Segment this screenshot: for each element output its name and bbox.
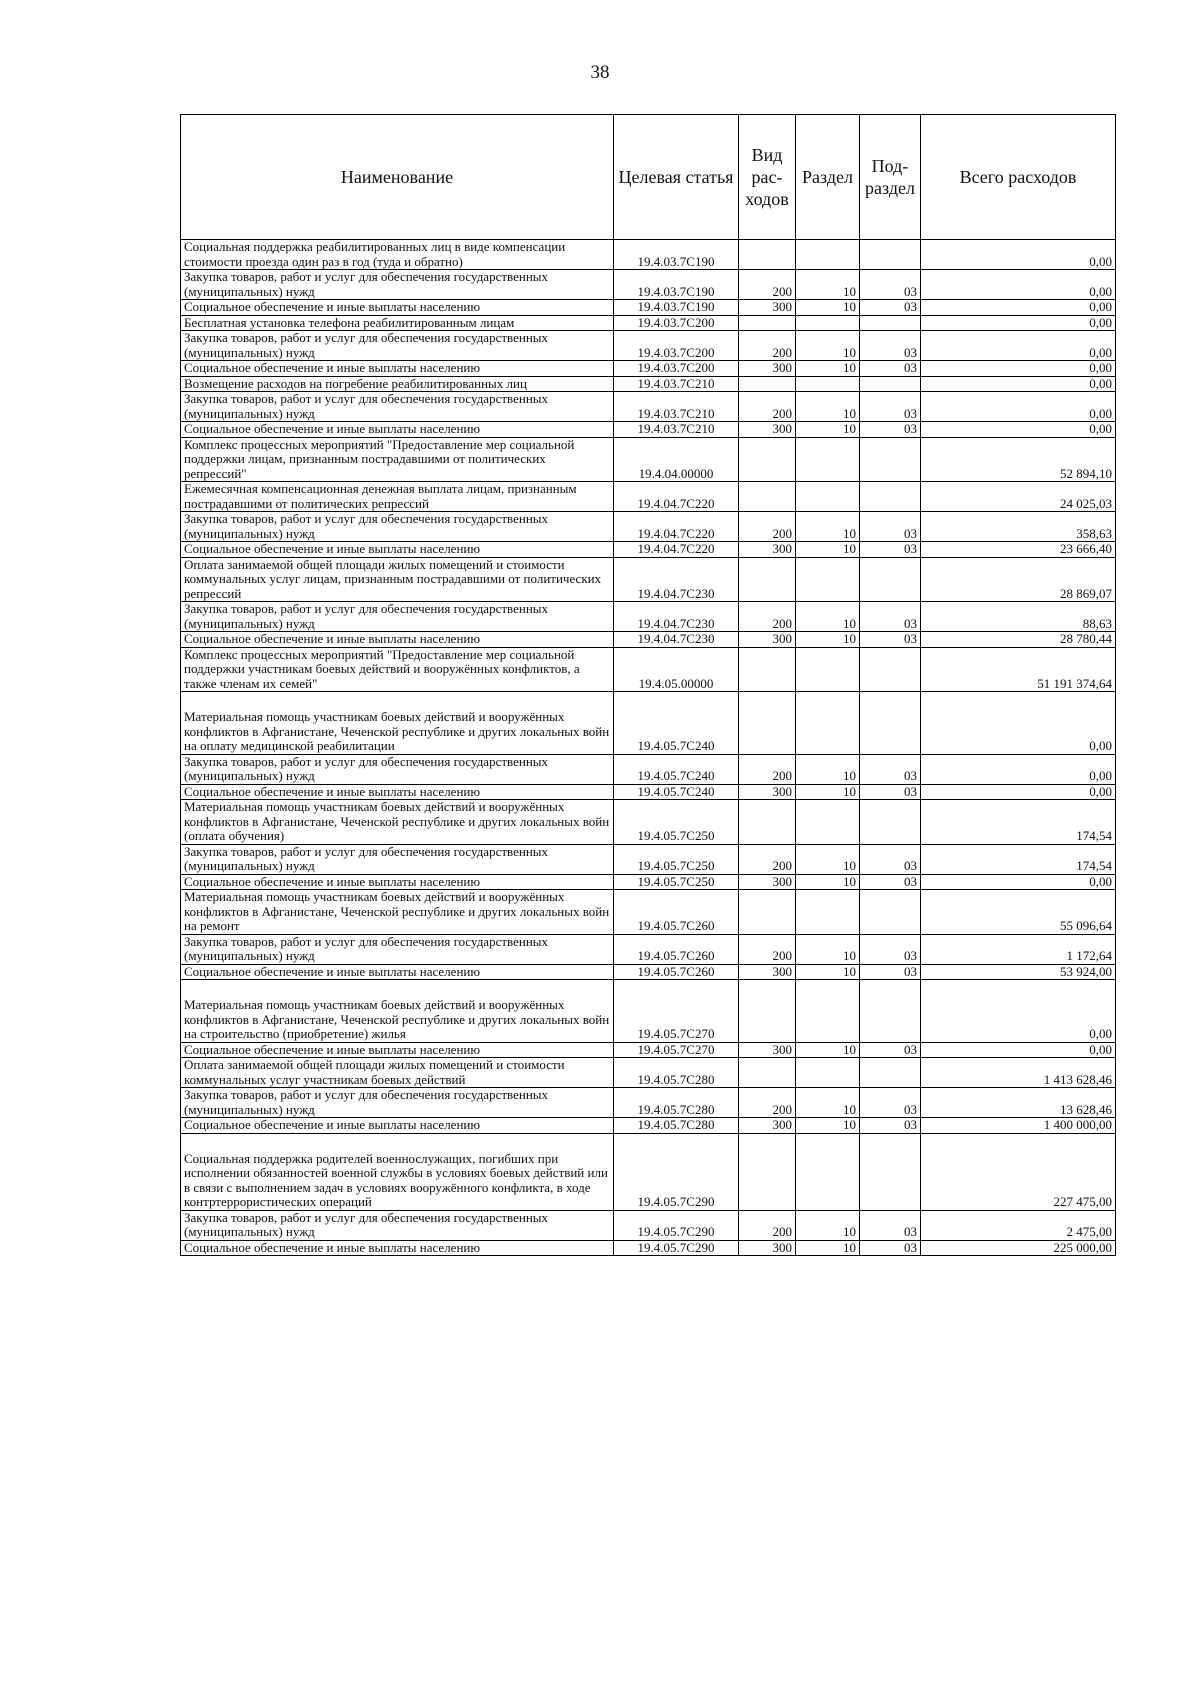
row-total-cell: 227 475,00 xyxy=(921,1133,1116,1210)
row-total-cell: 0,00 xyxy=(921,361,1116,377)
row-target-article-cell: 19.4.04.7С230 xyxy=(614,632,739,648)
row-section-cell: 10 xyxy=(796,874,860,890)
row-total-cell: 52 894,10 xyxy=(921,437,1116,482)
row-total-cell: 0,00 xyxy=(921,784,1116,800)
row-section-cell: 10 xyxy=(796,270,860,300)
row-total-cell: 0,00 xyxy=(921,980,1116,1043)
row-total-cell: 0,00 xyxy=(921,331,1116,361)
row-total-cell: 174,54 xyxy=(921,844,1116,874)
row-total-cell: 28 780,44 xyxy=(921,632,1116,648)
header-total: Всего расходов xyxy=(921,115,1116,240)
table-row xyxy=(181,542,1116,558)
row-name-cell: Материальная помощь участникам боевых действий и вооружённых конфликтов в Афганистане, Чеченской республике и других локальных войн на оплату медицинской реабилитации xyxy=(181,692,614,755)
table-row xyxy=(181,1118,1116,1134)
row-total-cell: 0,00 xyxy=(921,422,1116,438)
row-expense-type-cell xyxy=(739,980,796,1043)
row-expense-type-cell: 300 xyxy=(739,784,796,800)
row-name-cell: Социальное обеспечение и иные выплаты населению xyxy=(181,1118,614,1134)
row-section-cell xyxy=(796,482,860,512)
row-expense-type-cell: 200 xyxy=(739,270,796,300)
table-row xyxy=(181,692,1116,755)
row-section-cell xyxy=(796,647,860,692)
row-subsection-cell: 03 xyxy=(860,1210,921,1240)
row-section-cell: 10 xyxy=(796,754,860,784)
table-row xyxy=(181,800,1116,845)
row-target-article-cell: 19.4.03.7С190 xyxy=(614,240,739,270)
row-name-cell: Закупка товаров, работ и услуг для обеспечения государственных (муниципальных) нужд xyxy=(181,602,614,632)
row-total-cell: 225 000,00 xyxy=(921,1240,1116,1256)
row-target-article-cell: 19.4.04.7С220 xyxy=(614,512,739,542)
row-name-cell: Социальное обеспечение и иные выплаты населению xyxy=(181,874,614,890)
table-row xyxy=(181,602,1116,632)
row-target-article-cell: 19.4.05.7С270 xyxy=(614,1042,739,1058)
row-section-cell: 10 xyxy=(796,934,860,964)
row-expense-type-cell: 200 xyxy=(739,331,796,361)
row-name-cell: Социальная поддержка реабилитированных лиц в виде компенсации стоимости проезда один раз в год (туда и обратно) xyxy=(181,240,614,270)
row-name-cell: Закупка товаров, работ и услуг для обеспечения государственных (муниципальных) нужд xyxy=(181,844,614,874)
row-expense-type-cell: 200 xyxy=(739,844,796,874)
row-target-article-cell: 19.4.04.7С220 xyxy=(614,482,739,512)
row-name-cell: Социальная поддержка родителей военнослужащих, погибших при исполнении обязанностей военной службы в условиях боевых действий или в связи с выполнением задач в условиях вооружённого конфликта, в ходе контртеррористических операций xyxy=(181,1133,614,1210)
row-section-cell: 10 xyxy=(796,1118,860,1134)
row-subsection-cell xyxy=(860,437,921,482)
row-subsection-cell xyxy=(860,557,921,602)
row-target-article-cell: 19.4.03.7С200 xyxy=(614,315,739,331)
row-target-article-cell: 19.4.05.00000 xyxy=(614,647,739,692)
row-total-cell: 51 191 374,64 xyxy=(921,647,1116,692)
table-row xyxy=(181,964,1116,980)
row-target-article-cell: 19.4.03.7С210 xyxy=(614,422,739,438)
row-expense-type-cell: 300 xyxy=(739,1118,796,1134)
table-row xyxy=(181,890,1116,935)
row-total-cell: 0,00 xyxy=(921,240,1116,270)
table-header-row xyxy=(181,115,1116,240)
table-row xyxy=(181,1133,1116,1210)
row-expense-type-cell: 200 xyxy=(739,512,796,542)
row-target-article-cell: 19.4.03.7С200 xyxy=(614,361,739,377)
row-expense-type-cell: 300 xyxy=(739,632,796,648)
row-subsection-cell: 03 xyxy=(860,844,921,874)
row-expense-type-cell: 300 xyxy=(739,1240,796,1256)
row-total-cell: 23 666,40 xyxy=(921,542,1116,558)
row-subsection-cell xyxy=(860,1133,921,1210)
page-number: 38 xyxy=(590,62,610,83)
row-target-article-cell: 19.4.04.7С230 xyxy=(614,557,739,602)
row-section-cell: 10 xyxy=(796,331,860,361)
row-name-cell: Социальное обеспечение и иные выплаты населению xyxy=(181,1042,614,1058)
row-section-cell: 10 xyxy=(796,1042,860,1058)
row-name-cell: Закупка товаров, работ и услуг для обеспечения государственных (муниципальных) нужд xyxy=(181,1088,614,1118)
row-target-article-cell: 19.4.05.7С240 xyxy=(614,692,739,755)
row-expense-type-cell xyxy=(739,240,796,270)
row-expense-type-cell: 300 xyxy=(739,874,796,890)
table-row xyxy=(181,754,1116,784)
row-name-cell: Закупка товаров, работ и услуг для обеспечения государственных (муниципальных) нужд xyxy=(181,392,614,422)
row-target-article-cell: 19.4.05.7С290 xyxy=(614,1133,739,1210)
row-subsection-cell xyxy=(860,240,921,270)
row-section-cell xyxy=(796,890,860,935)
row-subsection-cell: 03 xyxy=(860,1118,921,1134)
row-expense-type-cell: 300 xyxy=(739,361,796,377)
row-expense-type-cell xyxy=(739,890,796,935)
row-expense-type-cell: 300 xyxy=(739,300,796,316)
row-target-article-cell: 19.4.03.7С190 xyxy=(614,270,739,300)
row-expense-type-cell: 200 xyxy=(739,602,796,632)
row-target-article-cell: 19.4.05.7С260 xyxy=(614,964,739,980)
table-row xyxy=(181,874,1116,890)
row-total-cell: 0,00 xyxy=(921,754,1116,784)
row-section-cell: 10 xyxy=(796,512,860,542)
row-name-cell: Социальное обеспечение и иные выплаты населению xyxy=(181,542,614,558)
row-total-cell: 0,00 xyxy=(921,376,1116,392)
row-name-cell: Социальное обеспечение и иные выплаты населению xyxy=(181,632,614,648)
table-row xyxy=(181,300,1116,316)
row-total-cell: 28 869,07 xyxy=(921,557,1116,602)
table-row xyxy=(181,512,1116,542)
row-total-cell: 0,00 xyxy=(921,874,1116,890)
row-target-article-cell: 19.4.05.7С290 xyxy=(614,1210,739,1240)
row-section-cell xyxy=(796,315,860,331)
table-row xyxy=(181,1058,1116,1088)
row-target-article-cell: 19.4.04.7С220 xyxy=(614,542,739,558)
row-expense-type-cell xyxy=(739,315,796,331)
row-target-article-cell: 19.4.05.7С280 xyxy=(614,1088,739,1118)
row-section-cell: 10 xyxy=(796,361,860,377)
row-name-cell: Социальное обеспечение и иные выплаты населению xyxy=(181,361,614,377)
row-name-cell: Оплата занимаемой общей площади жилых помещений и стоимости коммунальных услуг участникам боевых действий xyxy=(181,1058,614,1088)
header-section: Раздел xyxy=(796,115,860,240)
table-row xyxy=(181,784,1116,800)
row-section-cell xyxy=(796,980,860,1043)
row-subsection-cell: 03 xyxy=(860,331,921,361)
row-expense-type-cell: 300 xyxy=(739,964,796,980)
row-total-cell: 358,63 xyxy=(921,512,1116,542)
row-section-cell: 10 xyxy=(796,602,860,632)
row-section-cell xyxy=(796,240,860,270)
table-row xyxy=(181,1210,1116,1240)
row-subsection-cell: 03 xyxy=(860,1240,921,1256)
row-name-cell: Закупка товаров, работ и услуг для обеспечения государственных (муниципальных) нужд xyxy=(181,1210,614,1240)
row-subsection-cell xyxy=(860,647,921,692)
row-total-cell: 1 172,64 xyxy=(921,934,1116,964)
header-name: Наименование xyxy=(181,115,614,240)
row-subsection-cell xyxy=(860,315,921,331)
row-section-cell: 10 xyxy=(796,964,860,980)
row-name-cell: Материальная помощь участникам боевых действий и вооружённых конфликтов в Афганистане, Чеченской республике и других локальных войн на ремонт xyxy=(181,890,614,935)
row-section-cell: 10 xyxy=(796,1088,860,1118)
row-section-cell: 10 xyxy=(796,1240,860,1256)
row-total-cell: 0,00 xyxy=(921,392,1116,422)
row-section-cell xyxy=(796,1133,860,1210)
row-subsection-cell: 03 xyxy=(860,270,921,300)
row-total-cell: 24 025,03 xyxy=(921,482,1116,512)
table-row xyxy=(181,632,1116,648)
row-subsection-cell: 03 xyxy=(860,602,921,632)
table-row xyxy=(181,331,1116,361)
row-name-cell: Социальное обеспечение и иные выплаты населению xyxy=(181,1240,614,1256)
row-target-article-cell: 19.4.05.7С240 xyxy=(614,784,739,800)
row-total-cell: 0,00 xyxy=(921,315,1116,331)
row-total-cell: 2 475,00 xyxy=(921,1210,1116,1240)
row-section-cell: 10 xyxy=(796,632,860,648)
row-name-cell: Социальное обеспечение и иные выплаты населению xyxy=(181,784,614,800)
row-section-cell: 10 xyxy=(796,392,860,422)
row-target-article-cell: 19.4.05.7С290 xyxy=(614,1240,739,1256)
row-expense-type-cell: 200 xyxy=(739,754,796,784)
row-section-cell xyxy=(796,376,860,392)
row-name-cell: Возмещение расходов на погребение реабилитированных лиц xyxy=(181,376,614,392)
row-subsection-cell: 03 xyxy=(860,632,921,648)
row-section-cell: 10 xyxy=(796,1210,860,1240)
row-target-article-cell: 19.4.05.7С270 xyxy=(614,980,739,1043)
row-name-cell: Социальное обеспечение и иные выплаты населению xyxy=(181,964,614,980)
row-subsection-cell xyxy=(860,1058,921,1088)
table-row xyxy=(181,980,1116,1043)
row-subsection-cell: 03 xyxy=(860,964,921,980)
table-row xyxy=(181,934,1116,964)
row-subsection-cell: 03 xyxy=(860,422,921,438)
row-expense-type-cell: 200 xyxy=(739,934,796,964)
row-name-cell: Закупка товаров, работ и услуг для обеспечения государственных (муниципальных) нужд xyxy=(181,512,614,542)
row-target-article-cell: 19.4.03.7С210 xyxy=(614,392,739,422)
row-subsection-cell: 03 xyxy=(860,392,921,422)
row-target-article-cell: 19.4.05.7С260 xyxy=(614,890,739,935)
row-subsection-cell xyxy=(860,482,921,512)
row-target-article-cell: 19.4.05.7С260 xyxy=(614,934,739,964)
row-total-cell: 0,00 xyxy=(921,270,1116,300)
header-target-article: Целевая статья xyxy=(614,115,739,240)
row-name-cell: Комплекс процессных мероприятий "Предоставление мер социальной поддержки лицам, признанным пострадавшими от политических репрессий" xyxy=(181,437,614,482)
row-expense-type-cell: 300 xyxy=(739,542,796,558)
row-total-cell: 0,00 xyxy=(921,300,1116,316)
row-subsection-cell xyxy=(860,800,921,845)
row-subsection-cell: 03 xyxy=(860,1088,921,1118)
table-row xyxy=(181,1088,1116,1118)
row-section-cell: 10 xyxy=(796,784,860,800)
row-total-cell: 13 628,46 xyxy=(921,1088,1116,1118)
row-total-cell: 174,54 xyxy=(921,800,1116,845)
row-expense-type-cell: 200 xyxy=(739,1210,796,1240)
row-expense-type-cell: 200 xyxy=(739,1088,796,1118)
table-body xyxy=(181,240,1116,1256)
row-name-cell: Оплата занимаемой общей площади жилых помещений и стоимости коммунальных услуг лицам, признанным пострадавшими от политических репрессий xyxy=(181,557,614,602)
row-expense-type-cell xyxy=(739,482,796,512)
row-name-cell: Комплекс процессных мероприятий "Предоставление мер социальной поддержки участникам боевых действий и вооружённых конфликтов, а также членам их семей" xyxy=(181,647,614,692)
table-row xyxy=(181,437,1116,482)
row-target-article-cell: 19.4.04.7С230 xyxy=(614,602,739,632)
table-row xyxy=(181,422,1116,438)
row-subsection-cell: 03 xyxy=(860,300,921,316)
row-name-cell: Закупка товаров, работ и услуг для обеспечения государственных (муниципальных) нужд xyxy=(181,331,614,361)
row-target-article-cell: 19.4.05.7С240 xyxy=(614,754,739,784)
row-expense-type-cell xyxy=(739,800,796,845)
row-expense-type-cell xyxy=(739,437,796,482)
row-target-article-cell: 19.4.05.7С250 xyxy=(614,874,739,890)
row-target-article-cell: 19.4.05.7С250 xyxy=(614,844,739,874)
row-name-cell: Закупка товаров, работ и услуг для обеспечения государственных (муниципальных) нужд xyxy=(181,754,614,784)
row-total-cell: 0,00 xyxy=(921,692,1116,755)
row-name-cell: Социальное обеспечение и иные выплаты населению xyxy=(181,300,614,316)
row-name-cell: Материальная помощь участникам боевых действий и вооружённых конфликтов в Афганистане, Чеченской республике и других локальных войн (оплата обучения) xyxy=(181,800,614,845)
header-expense-type: Вид рас- ходов xyxy=(739,115,796,240)
row-target-article-cell: 19.4.04.00000 xyxy=(614,437,739,482)
row-target-article-cell: 19.4.05.7С250 xyxy=(614,800,739,845)
table-row xyxy=(181,315,1116,331)
row-expense-type-cell xyxy=(739,1058,796,1088)
row-section-cell xyxy=(796,557,860,602)
row-subsection-cell: 03 xyxy=(860,1042,921,1058)
row-section-cell xyxy=(796,692,860,755)
row-total-cell: 1 400 000,00 xyxy=(921,1118,1116,1134)
table-row xyxy=(181,647,1116,692)
row-section-cell: 10 xyxy=(796,542,860,558)
row-expense-type-cell xyxy=(739,647,796,692)
table-row xyxy=(181,361,1116,377)
row-subsection-cell: 03 xyxy=(860,934,921,964)
row-section-cell xyxy=(796,437,860,482)
row-subsection-cell xyxy=(860,890,921,935)
row-target-article-cell: 19.4.03.7С200 xyxy=(614,331,739,361)
header-subsection: Под- раздел xyxy=(860,115,921,240)
table-row xyxy=(181,482,1116,512)
row-subsection-cell: 03 xyxy=(860,784,921,800)
row-expense-type-cell xyxy=(739,1133,796,1210)
table-row xyxy=(181,1042,1116,1058)
table-row xyxy=(181,844,1116,874)
row-expense-type-cell xyxy=(739,692,796,755)
row-section-cell: 10 xyxy=(796,422,860,438)
row-subsection-cell: 03 xyxy=(860,542,921,558)
row-name-cell: Закупка товаров, работ и услуг для обеспечения государственных (муниципальных) нужд xyxy=(181,270,614,300)
row-expense-type-cell: 300 xyxy=(739,422,796,438)
table-row xyxy=(181,376,1116,392)
row-name-cell: Закупка товаров, работ и услуг для обеспечения государственных (муниципальных) нужд xyxy=(181,934,614,964)
row-subsection-cell: 03 xyxy=(860,754,921,784)
row-subsection-cell: 03 xyxy=(860,512,921,542)
row-subsection-cell xyxy=(860,692,921,755)
table-row xyxy=(181,557,1116,602)
row-name-cell: Материальная помощь участникам боевых действий и вооружённых конфликтов в Афганистане, Чеченской республике и других локальных войн на строительство (приобретение) жилья xyxy=(181,980,614,1043)
row-section-cell xyxy=(796,1058,860,1088)
row-subsection-cell xyxy=(860,376,921,392)
row-name-cell: Ежемесячная компенсационная денежная выплата лицам, признанным пострадавшими от политических репрессий xyxy=(181,482,614,512)
row-total-cell: 0,00 xyxy=(921,1042,1116,1058)
row-subsection-cell xyxy=(860,980,921,1043)
row-expense-type-cell: 200 xyxy=(739,392,796,422)
row-total-cell: 1 413 628,46 xyxy=(921,1058,1116,1088)
row-expense-type-cell xyxy=(739,557,796,602)
row-total-cell: 88,63 xyxy=(921,602,1116,632)
row-name-cell: Социальное обеспечение и иные выплаты населению xyxy=(181,422,614,438)
row-section-cell xyxy=(796,800,860,845)
row-section-cell: 10 xyxy=(796,844,860,874)
table-row xyxy=(181,240,1116,270)
row-subsection-cell: 03 xyxy=(860,361,921,377)
row-target-article-cell: 19.4.03.7С190 xyxy=(614,300,739,316)
row-subsection-cell: 03 xyxy=(860,874,921,890)
row-target-article-cell: 19.4.05.7С280 xyxy=(614,1118,739,1134)
budget-table xyxy=(180,114,1116,1256)
row-expense-type-cell xyxy=(739,376,796,392)
table-row xyxy=(181,270,1116,300)
row-section-cell: 10 xyxy=(796,300,860,316)
row-total-cell: 53 924,00 xyxy=(921,964,1116,980)
row-expense-type-cell: 300 xyxy=(739,1042,796,1058)
row-name-cell: Бесплатная установка телефона реабилитированным лицам xyxy=(181,315,614,331)
row-target-article-cell: 19.4.03.7С210 xyxy=(614,376,739,392)
table-row xyxy=(181,392,1116,422)
row-target-article-cell: 19.4.05.7С280 xyxy=(614,1058,739,1088)
row-total-cell: 55 096,64 xyxy=(921,890,1116,935)
table-row xyxy=(181,1240,1116,1256)
